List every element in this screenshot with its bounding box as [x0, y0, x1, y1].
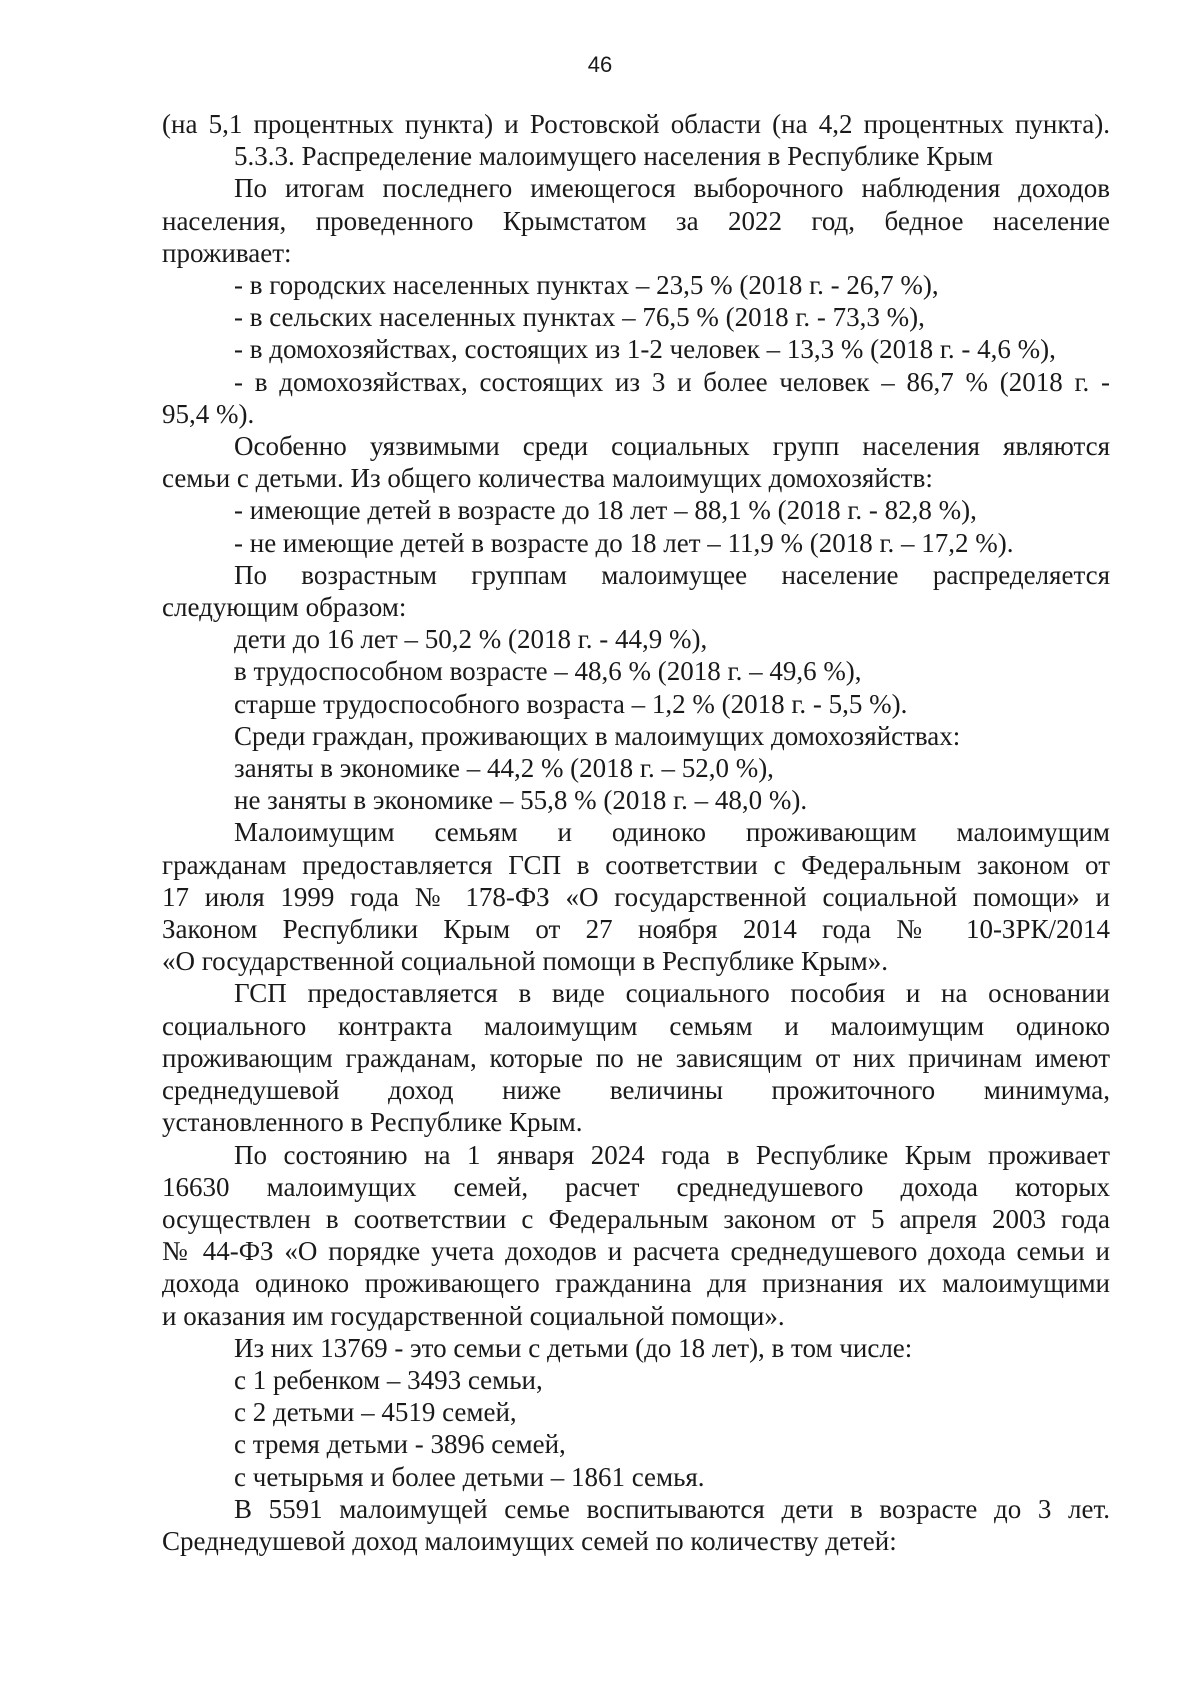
text-line: с тремя детьми - 3896 семей, [234, 1429, 566, 1460]
text-line: Среди граждан, проживающих в малоимущих домохозяйствах: [234, 720, 961, 751]
text-line: заняты в экономике – 44,2 % (2018 г. – 52,0 %), [234, 753, 774, 784]
text-line: 95,4 %). [162, 398, 255, 429]
text-line: 16630 малоимущих семей, расчет среднедушевого дохода которых [162, 1171, 1110, 1202]
text-line: - в городских населенных пунктах – 23,5 % (2018 г. - 26,7 %), [234, 270, 939, 301]
text-line: - в сельских населенных пунктах – 76,5 % (2018 г. - 73,3 %), [234, 302, 925, 333]
body-text [162, 108, 1110, 1557]
text-line: 5.3.3. Распределение малоимущего населения в Республике Крым [234, 141, 993, 172]
text-line: ГСП предоставляется в виде социального пособия и на основании [234, 978, 1110, 1009]
text-line: с 1 ребенком – 3493 семьи, [234, 1364, 543, 1395]
text-line: - не имеющие детей в возрасте до 18 лет – 11,9 % (2018 г. – 17,2 %). [234, 527, 1014, 558]
text-line: проживающим гражданам, которые по не зависящим от них причинам имеют [162, 1042, 1110, 1073]
text-line: населения, проведенного Крымстатом за 2022 год, бедное население [162, 205, 1110, 236]
text-line: (на 5,1 процентных пункта) и Ростовской области (на 4,2 процентных пункта). [162, 109, 1110, 139]
text-line: - имеющие детей в возрасте до 18 лет – 88,1 % (2018 г. - 82,8 %), [234, 495, 977, 526]
text-line: № 44-ФЗ «О порядке учета доходов и расчета среднедушевого дохода семьи и [162, 1236, 1110, 1267]
text-line: дохода одиноко проживающего гражданина для признания их малоимущими [162, 1268, 1110, 1299]
text-line: осуществлен в соответствии с Федеральным законом от 5 апреля 2003 года [162, 1203, 1110, 1234]
text-line: семьи с детьми. Из общего количества малоимущих домохозяйств: [162, 463, 933, 494]
text-line: установленного в Республике Крым. [162, 1107, 583, 1138]
text-line: Среднедушевой доход малоимущих семей по количеству детей: [162, 1525, 897, 1556]
text-line: «О государственной социальной помощи в Республике Крым». [162, 946, 889, 977]
text-line: в трудоспособном возрасте – 48,6 % (2018 г. – 49,6 %), [234, 656, 862, 687]
text-line: с 2 детьми – 4519 семей, [234, 1397, 517, 1428]
text-line: не заняты в экономике – 55,8 % (2018 г. – 48,0 %). [234, 785, 808, 816]
text-line: старше трудоспособного возраста – 1,2 % (2018 г. - 5,5 %). [234, 688, 908, 719]
text-line: среднедушевой доход ниже величины прожиточного минимума, [162, 1075, 1110, 1106]
text-line: с четырьмя и более детьми – 1861 семья. [234, 1461, 705, 1492]
text-line: и оказания им государственной социальной помощи». [162, 1300, 785, 1331]
text-line: Особенно уязвимыми среди социальных групп населения являются [234, 431, 1110, 462]
text-line: Малоимущим семьям и одиноко проживающим малоимущим [234, 817, 1110, 848]
text-line: 17 июля 1999 года № 178-ФЗ «О государственной социальной помощи» и [162, 881, 1110, 912]
text-line: В 5591 малоимущей семье воспитываются дети в возрасте до 3 лет. [234, 1493, 1110, 1524]
text-line: проживает: [162, 237, 292, 268]
page-number: 46 [587, 52, 613, 77]
text-line: По итогам последнего имеющегося выборочного наблюдения доходов [234, 173, 1110, 204]
text-line: дети до 16 лет – 50,2 % (2018 г. - 44,9 %), [234, 624, 708, 655]
text-line: гражданам предоставляется ГСП в соответствии с Федеральным законом от [162, 849, 1110, 880]
text-line: Из них 13769 - это семьи с детьми (до 18 лет), в том числе: [234, 1332, 913, 1363]
text-line: - в домохозяйствах, состоящих из 3 и более человек – 86,7 % (2018 г. - [234, 366, 1110, 397]
text-line: По состоянию на 1 января 2024 года в Республике Крым проживает [234, 1139, 1110, 1170]
text-line: социального контракта малоимущим семьям и малоимущим одиноко [162, 1010, 1110, 1041]
text-line: Законом Республики Крым от 27 ноября 2014 года № 10-ЗРК/2014 [162, 914, 1110, 945]
text-line: следующим образом: [162, 592, 407, 623]
text-line: По возрастным группам малоимущее население распределяется [234, 559, 1110, 590]
text-line: - в домохозяйствах, состоящих из 1-2 человек – 13,3 % (2018 г. - 4,6 %), [234, 334, 1056, 365]
